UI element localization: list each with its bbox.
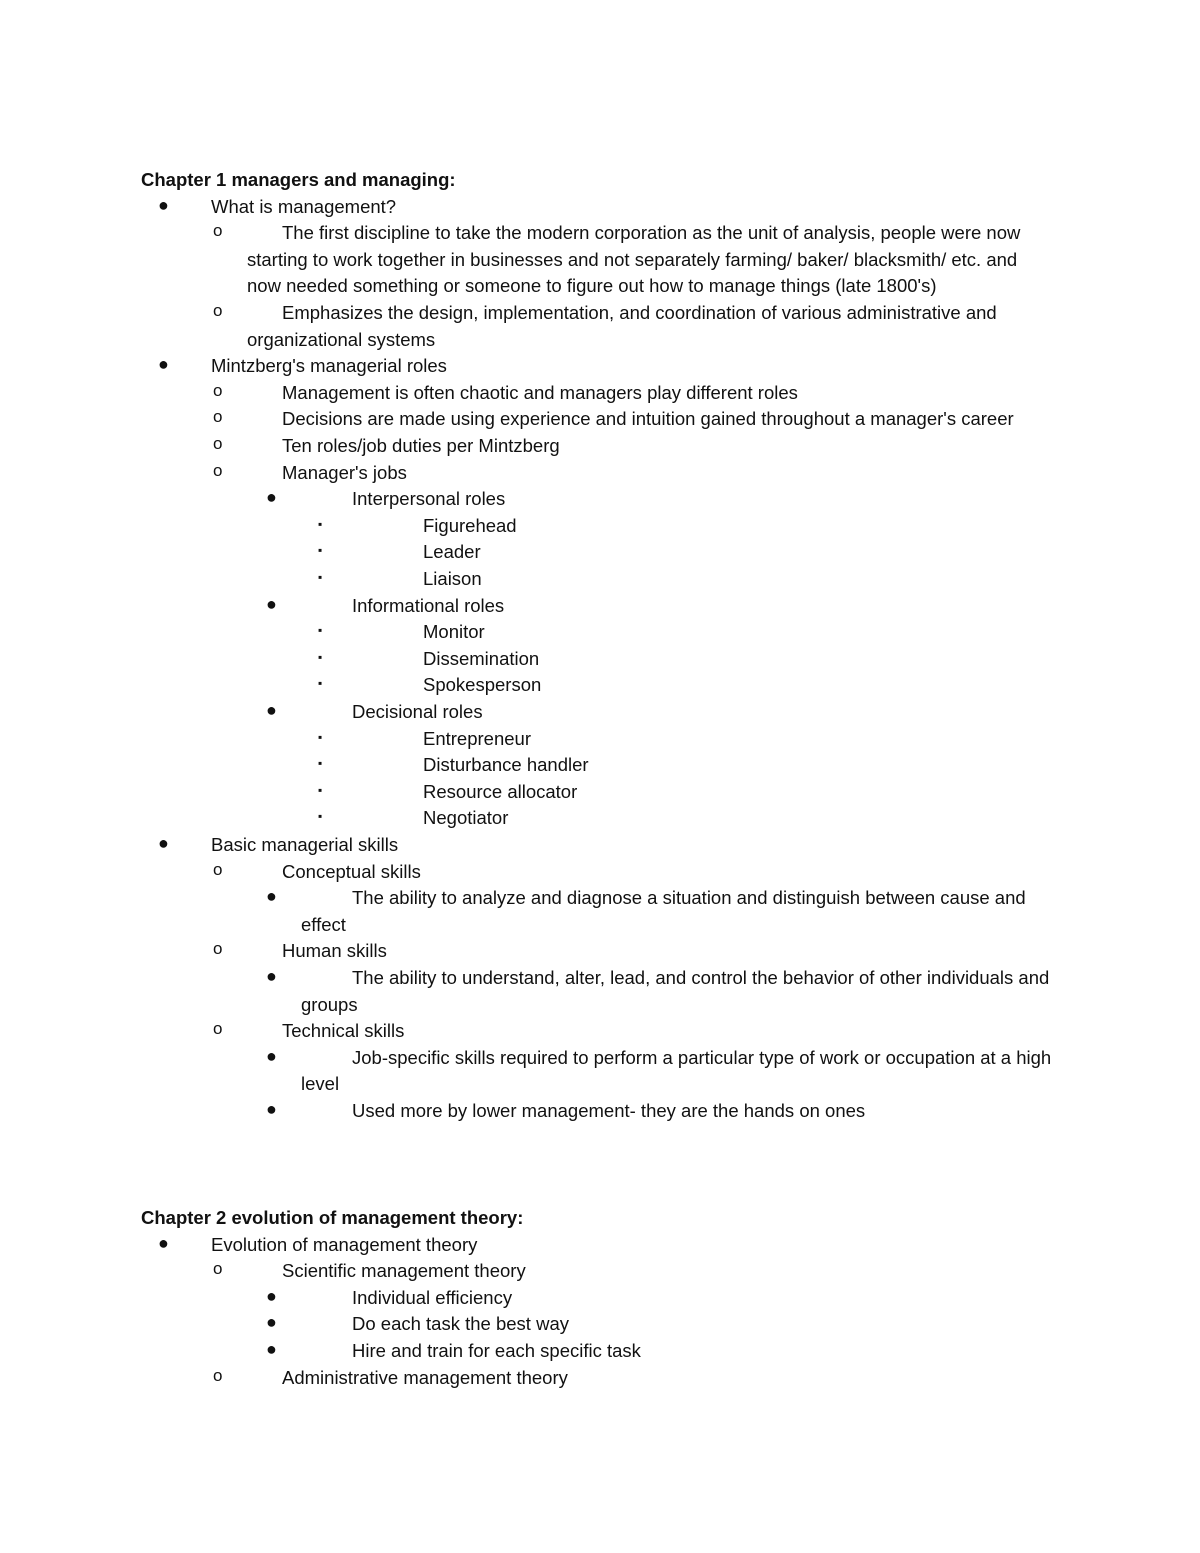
list-item-text: Decisional roles	[352, 701, 483, 722]
circle-bullet-icon: o	[213, 221, 223, 241]
list-item-text: Conceptual skills	[282, 860, 421, 882]
list-item-text: Spokesperson	[423, 674, 542, 696]
disc-bullet-icon: ●	[266, 886, 277, 907]
circle-bullet-icon: o	[213, 460, 223, 480]
square-bullet-icon: ▪	[318, 729, 323, 744]
list-item-text: now needed something or someone to figure out how to manage things (late 1800's)	[247, 275, 937, 297]
disc-bullet-icon: ●	[158, 354, 169, 375]
list-item-text: Leader	[423, 541, 481, 563]
list-item-text: Negotiator	[423, 807, 509, 829]
list-item-text: The first discipline to take the modern corporation as the unit of analysis, people were now	[282, 222, 1021, 244]
list-item-text: starting to work together in businesses and not separately farming/ baker/ blacksmith/ etc. and	[247, 248, 1018, 270]
list-item-text: Liaison	[423, 568, 482, 589]
circle-bullet-icon: o	[213, 1365, 223, 1385]
disc-bullet-icon: ●	[266, 700, 277, 720]
list-item-text: Technical skills	[282, 1020, 405, 1042]
disc-bullet-icon: ●	[158, 1232, 169, 1253]
list-item-text: Used more by lower management- they are the hands on ones	[352, 1100, 866, 1121]
list-item-text: Resource allocator	[423, 780, 578, 802]
list-item-text: Evolution of management theory	[211, 1233, 478, 1255]
list-item-text: Dissemination	[423, 647, 540, 669]
square-bullet-icon: ▪	[318, 623, 323, 638]
square-bullet-icon: ▪	[318, 756, 323, 771]
circle-bullet-icon: o	[213, 1019, 223, 1039]
square-bullet-icon: ▪	[318, 782, 323, 797]
disc-bullet-icon: ●	[158, 194, 169, 215]
list-item-text: Informational roles	[352, 594, 505, 616]
chapter-heading: Chapter 2 evolution of management theory:	[141, 1207, 524, 1228]
list-item-text: The ability to understand, alter, lead, and control the behavior of other individuals and	[352, 967, 1050, 988]
list-item-text: organizational systems	[247, 328, 436, 350]
list-item-text: Interpersonal roles	[352, 488, 506, 510]
list-item-text: Management is often chaotic and managers play different roles	[282, 381, 798, 403]
disc-bullet-icon: ●	[266, 1285, 277, 1306]
list-item-text: Basic managerial skills	[211, 834, 399, 855]
square-bullet-icon: ▪	[318, 649, 323, 664]
list-item-text: Administrative management theory	[282, 1366, 568, 1388]
circle-bullet-icon: o	[213, 434, 223, 453]
disc-bullet-icon: ●	[266, 966, 277, 986]
disc-bullet-icon: ●	[266, 1045, 277, 1066]
disc-bullet-icon: ●	[266, 487, 277, 508]
list-item-text: groups	[301, 993, 358, 1015]
circle-bullet-icon: o	[213, 301, 223, 320]
list-item-text: Human skills	[282, 940, 387, 962]
list-item-text: Entrepreneur	[423, 727, 531, 749]
square-bullet-icon: ▪	[318, 570, 323, 584]
list-item-text: Scientific management theory	[282, 1260, 526, 1282]
list-item-text: The ability to analyze and diagnose a situation and distinguish between cause and	[352, 887, 1026, 909]
circle-bullet-icon: o	[213, 380, 223, 400]
disc-bullet-icon: ●	[266, 1339, 277, 1359]
circle-bullet-icon: o	[213, 859, 223, 879]
disc-bullet-icon: ●	[266, 1099, 277, 1119]
square-bullet-icon: ▪	[318, 809, 323, 824]
square-bullet-icon: ▪	[318, 543, 323, 558]
list-item-text: Disturbance handler	[423, 754, 589, 776]
circle-bullet-icon: o	[213, 1259, 223, 1279]
list-item-text: effect	[301, 913, 346, 935]
disc-bullet-icon: ●	[266, 593, 277, 614]
chapter-heading: Chapter 1 managers and managing:	[141, 169, 456, 190]
list-item-text: What is management?	[211, 195, 397, 217]
circle-bullet-icon: o	[213, 407, 223, 427]
list-item-text: Monitor	[423, 621, 485, 643]
list-item-text: Figurehead	[423, 514, 517, 536]
list-item-text: Manager's jobs	[282, 461, 407, 483]
square-bullet-icon: ▪	[318, 676, 323, 691]
square-bullet-icon: ▪	[318, 516, 323, 531]
list-item-text: Job-specific skills required to perform a particular type of work or occupation at a high	[352, 1046, 1052, 1068]
list-item-text: Emphasizes the design, implementation, and coordination of various administrative and	[282, 302, 997, 323]
disc-bullet-icon: ●	[266, 1312, 277, 1333]
list-item-text: Decisions are made using experience and intuition gained throughout a manager's career	[282, 408, 1014, 430]
list-item-text: Hire and train for each specific task	[352, 1340, 641, 1361]
list-item-text: Do each task the best way	[352, 1313, 569, 1335]
list-item-text: Ten roles/job duties per Mintzberg	[282, 435, 560, 456]
list-item-text: Individual efficiency	[352, 1286, 513, 1308]
disc-bullet-icon: ●	[158, 833, 169, 853]
circle-bullet-icon: o	[213, 939, 223, 959]
list-item-text: level	[301, 1073, 340, 1095]
list-item-text: Mintzberg's managerial roles	[211, 355, 447, 377]
